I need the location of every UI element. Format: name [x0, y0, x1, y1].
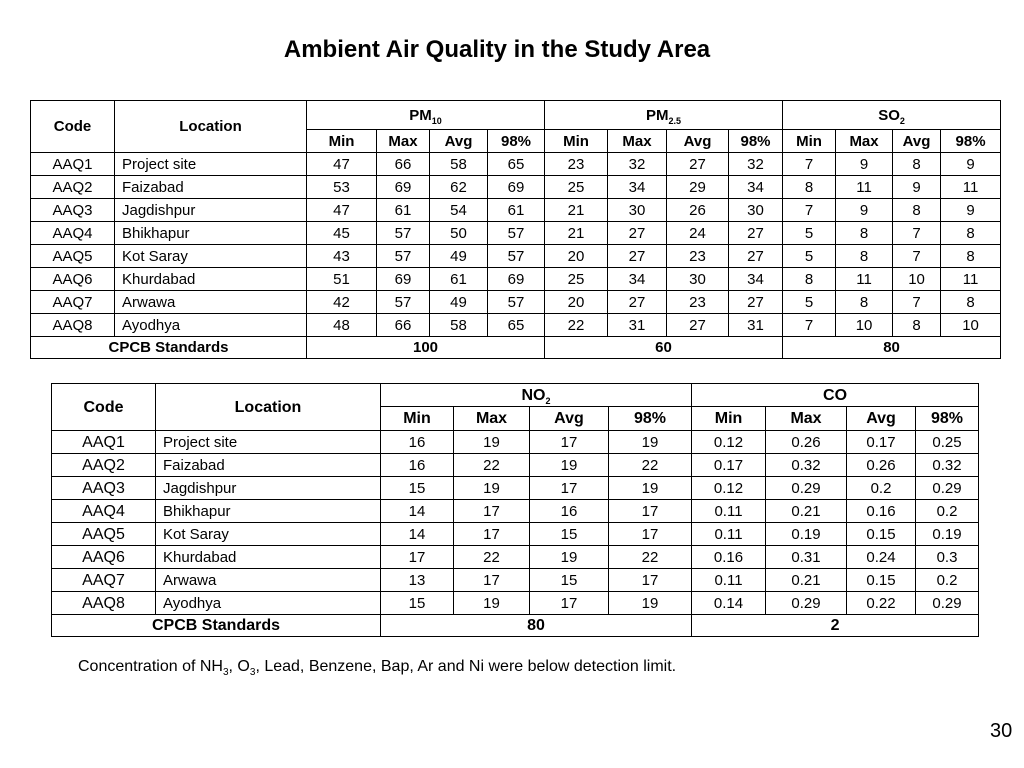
value-cell: 30 [667, 268, 729, 291]
value-cell: 61 [488, 199, 545, 222]
value-cell: 65 [488, 153, 545, 176]
value-cell: 8 [836, 291, 893, 314]
value-cell: 0.2 [847, 477, 916, 500]
value-cell: 9 [836, 153, 893, 176]
pollutant-subscript: 2.5 [668, 115, 682, 126]
station-location: Faizabad [156, 454, 381, 477]
value-cell: 34 [608, 268, 667, 291]
value-cell: 27 [608, 245, 667, 268]
value-cell: 0.26 [847, 454, 916, 477]
value-cell: 7 [783, 314, 836, 337]
stat-header: Min [381, 407, 454, 431]
value-cell: 31 [608, 314, 667, 337]
value-cell: 24 [667, 222, 729, 245]
value-cell: 0.16 [847, 500, 916, 523]
slide-title: Ambient Air Quality in the Study Area [283, 36, 711, 63]
value-cell: 10 [836, 314, 893, 337]
stat-header: Avg [430, 130, 488, 153]
value-cell: 32 [729, 153, 783, 176]
station-location: Project site [115, 153, 307, 176]
value-cell: 69 [377, 176, 430, 199]
pollutant-name: NO [521, 386, 546, 404]
pollutant-header [307, 101, 545, 130]
table-row [31, 245, 1001, 268]
table-row [52, 592, 979, 615]
pollutant-subscript: 2 [899, 115, 905, 126]
value-cell: 0.32 [916, 454, 979, 477]
value-cell: 9 [893, 176, 941, 199]
pollutant-name: CO [823, 386, 848, 404]
value-cell: 0.29 [766, 592, 847, 615]
value-cell: 57 [488, 245, 545, 268]
stat-header: Max [377, 130, 430, 153]
station-location: Arwawa [156, 569, 381, 592]
air-quality-table-no2-co [51, 383, 979, 637]
station-location: Kot Saray [115, 245, 307, 268]
standard-value: 80 [783, 337, 1001, 359]
station-code: AAQ2 [52, 454, 156, 477]
station-location: Faizabad [115, 176, 307, 199]
table-row [52, 431, 979, 454]
value-cell: 7 [893, 222, 941, 245]
value-cell: 0.11 [692, 523, 766, 546]
table-row [52, 477, 979, 500]
value-cell: 8 [836, 245, 893, 268]
value-cell: 8 [783, 268, 836, 291]
value-cell: 17 [454, 500, 530, 523]
station-code: AAQ2 [31, 176, 115, 199]
value-cell: 0.12 [692, 431, 766, 454]
value-cell: 15 [530, 523, 609, 546]
table-row [52, 500, 979, 523]
value-cell: 57 [488, 222, 545, 245]
station-location: Jagdishpur [156, 477, 381, 500]
value-cell: 49 [430, 245, 488, 268]
table-row [31, 314, 1001, 337]
value-cell: 69 [488, 176, 545, 199]
station-code: AAQ1 [31, 153, 115, 176]
value-cell: 23 [667, 245, 729, 268]
value-cell: 0.29 [916, 592, 979, 615]
value-cell: 20 [545, 291, 608, 314]
value-cell: 57 [377, 245, 430, 268]
station-code: AAQ8 [52, 592, 156, 615]
value-cell: 0.15 [847, 569, 916, 592]
station-code: AAQ3 [31, 199, 115, 222]
value-cell: 0.2 [916, 500, 979, 523]
value-cell: 23 [545, 153, 608, 176]
pollutant-header [783, 101, 1001, 130]
value-cell: 20 [545, 245, 608, 268]
value-cell: 66 [377, 153, 430, 176]
value-cell: 0.29 [766, 477, 847, 500]
value-cell: 0.15 [847, 523, 916, 546]
value-cell: 50 [430, 222, 488, 245]
value-cell: 7 [893, 291, 941, 314]
station-code: AAQ3 [52, 477, 156, 500]
station-code: AAQ4 [31, 222, 115, 245]
value-cell: 51 [307, 268, 377, 291]
station-code: AAQ6 [31, 268, 115, 291]
value-cell: 34 [608, 176, 667, 199]
value-cell: 0.17 [847, 431, 916, 454]
value-cell: 47 [307, 199, 377, 222]
table-row [31, 153, 1001, 176]
value-cell: 66 [377, 314, 430, 337]
stat-header: Min [307, 130, 377, 153]
table-row [52, 523, 979, 546]
station-code: AAQ6 [52, 546, 156, 569]
value-cell: 16 [381, 431, 454, 454]
value-cell: 19 [454, 477, 530, 500]
value-cell: 23 [667, 291, 729, 314]
value-cell: 0.11 [692, 569, 766, 592]
value-cell: 26 [667, 199, 729, 222]
value-cell: 57 [377, 222, 430, 245]
station-location: Project site [156, 431, 381, 454]
pollutant-subscript: 2 [545, 395, 551, 406]
value-cell: 21 [545, 199, 608, 222]
value-cell: 19 [530, 546, 609, 569]
value-cell: 9 [941, 199, 1001, 222]
value-cell: 27 [667, 314, 729, 337]
value-cell: 34 [729, 268, 783, 291]
value-cell: 8 [893, 314, 941, 337]
pollutant-name: SO [878, 106, 900, 124]
stat-header: Avg [667, 130, 729, 153]
pollutant-header [381, 384, 692, 407]
value-cell: 0.17 [692, 454, 766, 477]
value-cell: 0.29 [916, 477, 979, 500]
stat-header: Min [783, 130, 836, 153]
value-cell: 19 [609, 592, 692, 615]
value-cell: 11 [941, 176, 1001, 199]
station-code: AAQ5 [31, 245, 115, 268]
pollutant-header [692, 384, 979, 407]
value-cell: 69 [488, 268, 545, 291]
value-cell: 45 [307, 222, 377, 245]
value-cell: 0.16 [692, 546, 766, 569]
code-header: Code [52, 384, 156, 431]
station-code: AAQ5 [52, 523, 156, 546]
value-cell: 27 [729, 222, 783, 245]
value-cell: 27 [608, 222, 667, 245]
value-cell: 17 [609, 569, 692, 592]
stat-header: Avg [893, 130, 941, 153]
value-cell: 43 [307, 245, 377, 268]
value-cell: 16 [530, 500, 609, 523]
value-cell: 31 [729, 314, 783, 337]
page-number: 30 [990, 720, 1013, 742]
value-cell: 22 [609, 454, 692, 477]
value-cell: 54 [430, 199, 488, 222]
station-code: AAQ1 [52, 431, 156, 454]
station-location: Bhikhapur [115, 222, 307, 245]
value-cell: 14 [381, 500, 454, 523]
value-cell: 0.19 [916, 523, 979, 546]
stat-header: Max [608, 130, 667, 153]
station-location: Khurdabad [115, 268, 307, 291]
value-cell: 62 [430, 176, 488, 199]
value-cell: 11 [836, 176, 893, 199]
value-cell: 17 [609, 523, 692, 546]
value-cell: 17 [530, 431, 609, 454]
value-cell: 53 [307, 176, 377, 199]
value-cell: 8 [941, 222, 1001, 245]
value-cell: 0.11 [692, 500, 766, 523]
value-cell: 21 [545, 222, 608, 245]
value-cell: 5 [783, 245, 836, 268]
pollutant-header [545, 101, 783, 130]
station-code: AAQ4 [52, 500, 156, 523]
table-row [52, 546, 979, 569]
stat-header: Min [692, 407, 766, 431]
standard-value: 60 [545, 337, 783, 359]
stat-header: Max [766, 407, 847, 431]
value-cell: 19 [609, 477, 692, 500]
stat-header: 98% [609, 407, 692, 431]
value-cell: 22 [609, 546, 692, 569]
pollutant-name: PM [646, 106, 669, 124]
stat-header: Max [454, 407, 530, 431]
value-cell: 15 [530, 569, 609, 592]
value-cell: 17 [381, 546, 454, 569]
table-row [52, 454, 979, 477]
table-row [52, 569, 979, 592]
value-cell: 0.24 [847, 546, 916, 569]
stat-header: Avg [847, 407, 916, 431]
stat-header: Max [836, 130, 893, 153]
value-cell: 10 [893, 268, 941, 291]
value-cell: 10 [941, 314, 1001, 337]
value-cell: 0.31 [766, 546, 847, 569]
table-row [31, 199, 1001, 222]
value-cell: 65 [488, 314, 545, 337]
value-cell: 29 [667, 176, 729, 199]
value-cell: 0.21 [766, 569, 847, 592]
value-cell: 17 [530, 592, 609, 615]
station-code: AAQ7 [52, 569, 156, 592]
value-cell: 34 [729, 176, 783, 199]
value-cell: 57 [377, 291, 430, 314]
station-location: Arwawa [115, 291, 307, 314]
value-cell: 11 [941, 268, 1001, 291]
value-cell: 0.2 [916, 569, 979, 592]
station-location: Ayodhya [115, 314, 307, 337]
value-cell: 58 [430, 153, 488, 176]
value-cell: 25 [545, 176, 608, 199]
value-cell: 0.25 [916, 431, 979, 454]
value-cell: 17 [609, 500, 692, 523]
value-cell: 27 [729, 291, 783, 314]
value-cell: 5 [783, 291, 836, 314]
standards-row [31, 337, 1001, 359]
value-cell: 19 [530, 454, 609, 477]
stat-header: 98% [916, 407, 979, 431]
stat-header: Min [545, 130, 608, 153]
value-cell: 30 [729, 199, 783, 222]
value-cell: 8 [941, 291, 1001, 314]
station-code: AAQ7 [31, 291, 115, 314]
value-cell: 57 [488, 291, 545, 314]
value-cell: 0.32 [766, 454, 847, 477]
table-row [31, 291, 1001, 314]
value-cell: 19 [609, 431, 692, 454]
value-cell: 48 [307, 314, 377, 337]
standard-value: 100 [307, 337, 545, 359]
value-cell: 61 [430, 268, 488, 291]
value-cell: 14 [381, 523, 454, 546]
value-cell: 27 [729, 245, 783, 268]
standards-label: CPCB Standards [52, 615, 381, 637]
table-row [31, 222, 1001, 245]
station-location: Jagdishpur [115, 199, 307, 222]
value-cell: 0.19 [766, 523, 847, 546]
value-cell: 22 [545, 314, 608, 337]
value-cell: 9 [836, 199, 893, 222]
standard-value: 2 [692, 615, 979, 637]
value-cell: 8 [941, 245, 1001, 268]
value-cell: 13 [381, 569, 454, 592]
value-cell: 8 [783, 176, 836, 199]
value-cell: 49 [430, 291, 488, 314]
value-cell: 61 [377, 199, 430, 222]
code-header: Code [31, 101, 115, 153]
station-code: AAQ8 [31, 314, 115, 337]
standards-row [52, 615, 979, 637]
value-cell: 32 [608, 153, 667, 176]
value-cell: 17 [454, 569, 530, 592]
value-cell: 69 [377, 268, 430, 291]
value-cell: 11 [836, 268, 893, 291]
station-location: Kot Saray [156, 523, 381, 546]
value-cell: 0.21 [766, 500, 847, 523]
table-row [31, 176, 1001, 199]
value-cell: 8 [893, 153, 941, 176]
value-cell: 22 [454, 454, 530, 477]
value-cell: 7 [783, 199, 836, 222]
value-cell: 15 [381, 477, 454, 500]
pollutant-name: PM [409, 106, 432, 124]
value-cell: 16 [381, 454, 454, 477]
value-cell: 17 [530, 477, 609, 500]
station-location: Khurdabad [156, 546, 381, 569]
value-cell: 42 [307, 291, 377, 314]
stat-header: Avg [530, 407, 609, 431]
air-quality-table-pm-so2 [30, 100, 1001, 359]
stat-header: 98% [941, 130, 1001, 153]
value-cell: 8 [893, 199, 941, 222]
stat-header: 98% [488, 130, 545, 153]
value-cell: 19 [454, 431, 530, 454]
value-cell: 27 [608, 291, 667, 314]
value-cell: 0.12 [692, 477, 766, 500]
value-cell: 7 [893, 245, 941, 268]
value-cell: 0.3 [916, 546, 979, 569]
value-cell: 47 [307, 153, 377, 176]
value-cell: 15 [381, 592, 454, 615]
value-cell: 9 [941, 153, 1001, 176]
standard-value: 80 [381, 615, 692, 637]
value-cell: 0.14 [692, 592, 766, 615]
stat-header: 98% [729, 130, 783, 153]
value-cell: 5 [783, 222, 836, 245]
value-cell: 19 [454, 592, 530, 615]
value-cell: 7 [783, 153, 836, 176]
value-cell: 30 [608, 199, 667, 222]
station-location: Ayodhya [156, 592, 381, 615]
value-cell: 8 [836, 222, 893, 245]
location-header: Location [156, 384, 381, 431]
station-location: Bhikhapur [156, 500, 381, 523]
standards-label: CPCB Standards [31, 337, 307, 359]
location-header: Location [115, 101, 307, 153]
pollutant-subscript: 10 [431, 115, 442, 126]
value-cell: 27 [667, 153, 729, 176]
value-cell: 0.22 [847, 592, 916, 615]
value-cell: 25 [545, 268, 608, 291]
table-row [31, 268, 1001, 291]
value-cell: 0.26 [766, 431, 847, 454]
detection-limit-note: Concentration of $NH_3$, $O_3$, Lead, Benzene, Bap, Ar and Ni were below detection limit. [78, 658, 677, 678]
value-cell: 58 [430, 314, 488, 337]
value-cell: 17 [454, 523, 530, 546]
value-cell: 22 [454, 546, 530, 569]
